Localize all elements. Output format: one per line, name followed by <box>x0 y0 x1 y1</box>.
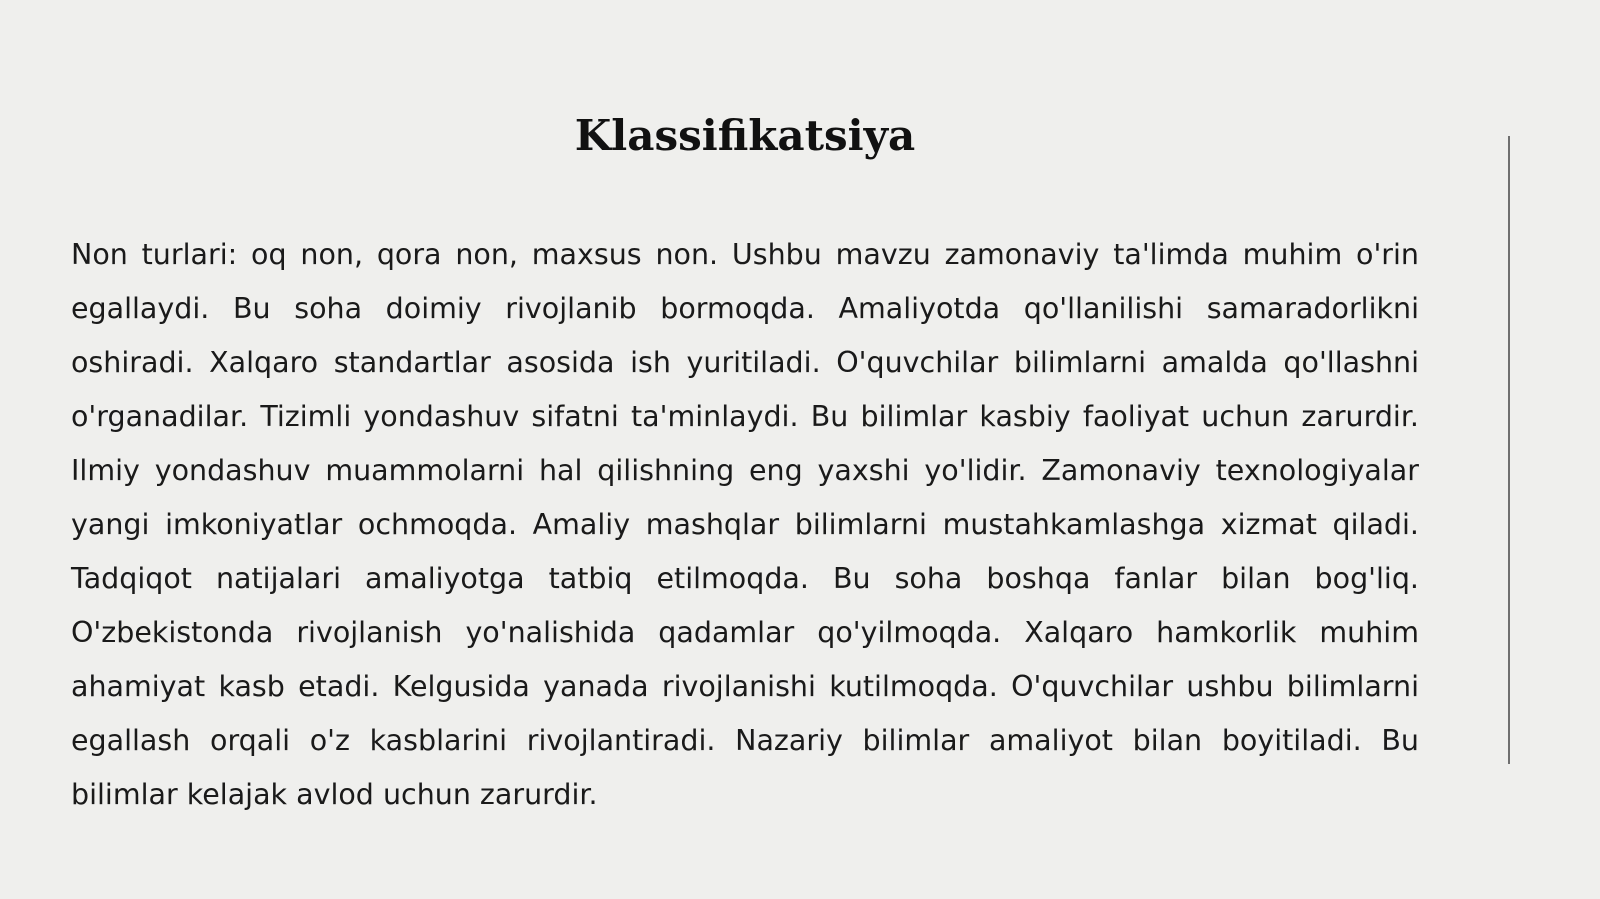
slide-body-text: Non turlari: oq non, qora non, maxsus non. Ushbu mavzu zamonaviy ta'limda muhim o'rin egallaydi. Bu soha doimiy rivojlanib bormoqda. Amaliyotda qo'llanilishi samaradorlikni oshiradi. Xalqaro standartlar asosida ish yuritiladi. O'quvchilar bilimlarni amalda qo'llashni o'rganadilar. Tizimli yondashuv sifatni ta'minlaydi. Bu bilimlar kasbiy faoliyat uchun zarurdir. Ilmiy yondashuv muammolarni hal qilishning eng yaxshi yo'lidir. Zamonaviy texnologiyalar yangi imkoniyatlar ochmoqda. Amaliy mashqlar bilimlarni mustahkamlashga xizmat qiladi. Tadqiqot natijalari amaliyotga tatbiq etilmoqda. Bu soha boshqa fanlar bilan bog'liq. O'zbekistonda rivojlanish yo'nalishida qadamlar qo'yilmoqda. Xalqaro hamkorlik muhim ahamiyat kasb etadi. Kelgusida yanada rivojlanishi kutilmoqda. O'quvchilar ushbu bilimlarni egallash orqali o'z kasblarini rivojlantiradi. Nazariy bilimlar amaliyot bilan boyitiladi. Bu bilimlar kelajak avlod uchun zarurdir. <box>71 238 1419 811</box>
vertical-divider <box>1508 136 1510 764</box>
slide-title: Klassifikatsiya <box>574 111 916 160</box>
